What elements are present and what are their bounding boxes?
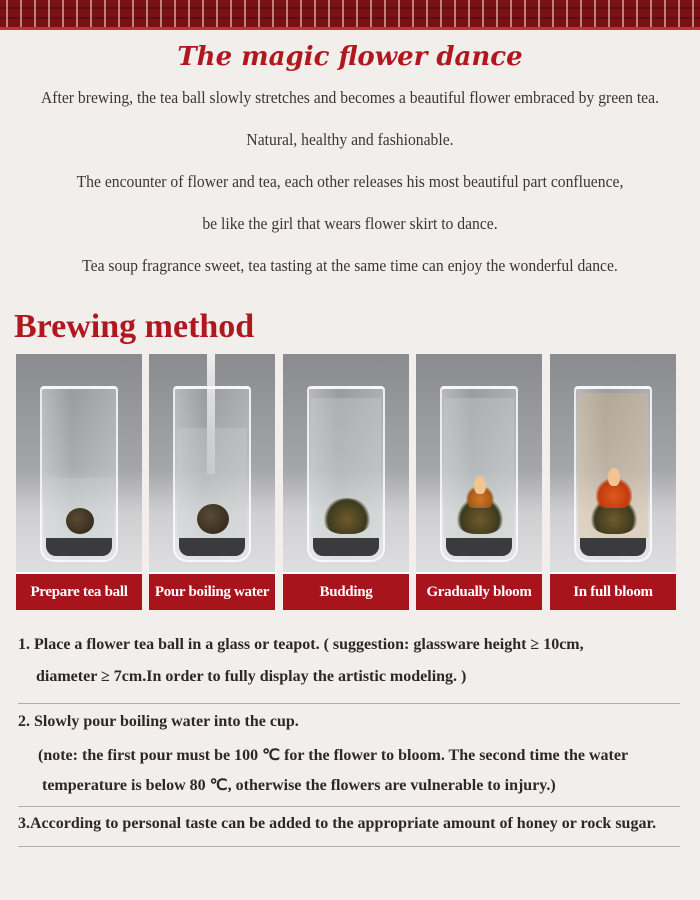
- instruction-step-2-note: (note: the first pour must be 100 ℃ for the flower to bloom. The second time the water: [38, 747, 629, 764]
- intro-line: be like the girl that wears flower skirt to dance.: [202, 214, 498, 233]
- step-photo-prepare: [16, 354, 142, 610]
- step-label: Budding: [283, 572, 409, 610]
- budding-flower-image: [323, 498, 371, 534]
- divider: [18, 703, 680, 704]
- step-photo-pour: [149, 354, 275, 610]
- instruction-step-3: 3.According to personal taste can be added to the appropriate amount of honey or rock sugar.: [18, 815, 657, 832]
- instruction-step-1-detail: diameter ≥ 7cm.In order to fully display the artistic modeling. ): [36, 668, 467, 685]
- step-label: In full bloom: [550, 572, 676, 610]
- intro-line: Tea soup fragrance sweet, tea tasting at the same time can enjoy the wonderful dance.: [82, 256, 618, 275]
- intro-line: After brewing, the tea ball slowly stretches and becomes a beautiful flower embraced by green tea.: [41, 88, 659, 107]
- intro-line: Natural, healthy and fashionable.: [246, 130, 454, 149]
- step-photo-budding: [283, 354, 409, 610]
- instruction-step-2: 2. Slowly pour boiling water into the cup.: [18, 713, 299, 730]
- divider: [18, 806, 680, 807]
- glass-image: [307, 386, 385, 562]
- glass-image: [40, 386, 118, 562]
- step-label: Prepare tea ball: [16, 572, 142, 610]
- tea-ball-image: [197, 504, 229, 534]
- glass-image: [440, 386, 518, 562]
- glass-image: [173, 386, 251, 562]
- tea-ball-image: [66, 508, 94, 534]
- step-photo-full-bloom: [550, 354, 676, 610]
- decorative-top-border: [0, 0, 700, 30]
- instruction-step-2-note-cont: temperature is below 80 ℃, otherwise the flowers are vulnerable to injury.): [42, 777, 556, 794]
- brewing-method-heading: Brewing method: [14, 308, 255, 345]
- divider: [18, 846, 680, 847]
- glass-image: [574, 386, 652, 562]
- brewing-steps-gallery: [16, 354, 676, 610]
- step-label: Pour boiling water: [149, 572, 275, 610]
- step-label: Gradually bloom: [416, 572, 542, 610]
- instruction-step-1: 1. Place a flower tea ball in a glass or teapot. ( suggestion: glassware height ≥ 10cm,: [18, 636, 584, 653]
- page-title: The magic flower dance: [177, 42, 523, 72]
- step-photo-gradually-bloom: [416, 354, 542, 610]
- intro-line: The encounter of flower and tea, each other releases his most beautiful part confluence,: [76, 172, 624, 191]
